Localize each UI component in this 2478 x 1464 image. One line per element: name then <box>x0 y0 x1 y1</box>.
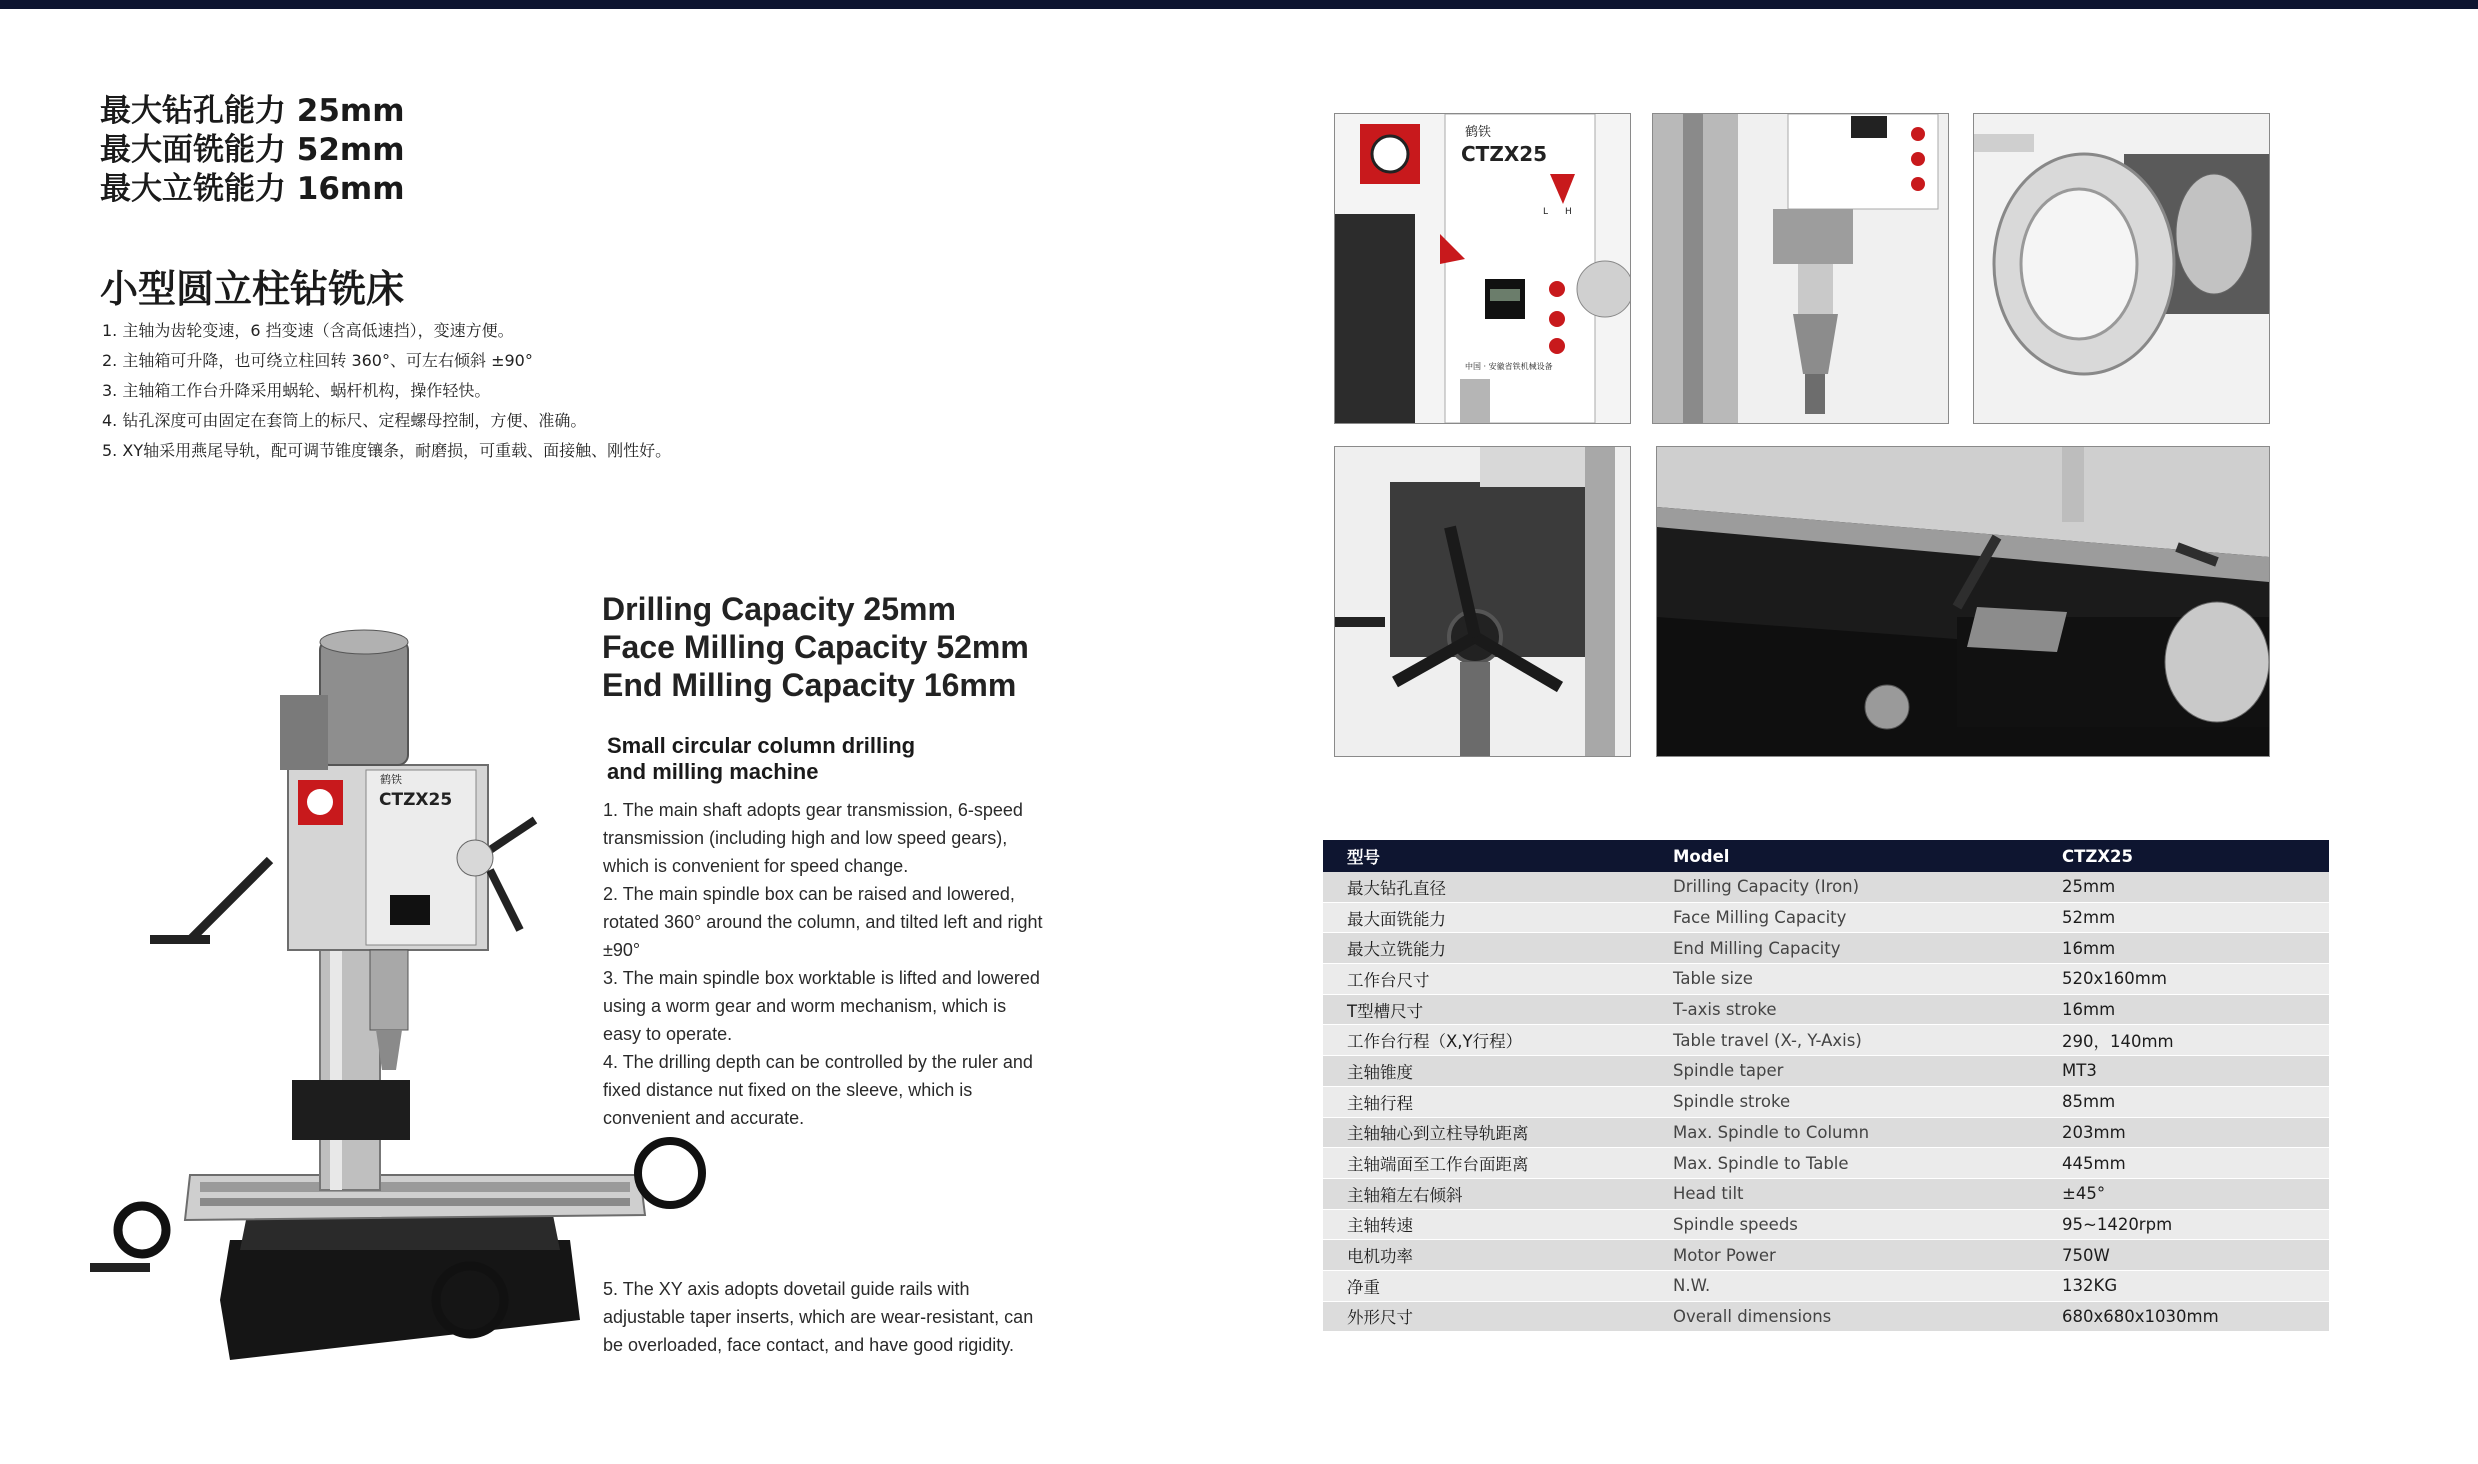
cn-capacity-end-milling: 最大立铣能力 16mm <box>100 171 405 207</box>
spec-header-en: Model <box>1649 840 2038 872</box>
spec-cell-value: 132KG <box>2038 1270 2329 1301</box>
table-row <box>1323 994 2329 1025</box>
table-row <box>1323 1240 2329 1271</box>
spec-cell-value: 85mm <box>2038 1086 2329 1117</box>
spec-cell-value: 290，140mm <box>2038 1025 2329 1056</box>
table-row <box>1323 1209 2329 1240</box>
panel-label-l: L <box>1543 207 1549 217</box>
en-capacity-end-milling: End Milling Capacity 16mm <box>602 667 1017 703</box>
spec-cell-en: Face Milling Capacity <box>1649 902 2038 933</box>
spec-cell-value: MT3 <box>2038 1056 2329 1087</box>
en-title-line: and milling machine <box>607 759 819 784</box>
spec-header-cn: 型号 <box>1323 840 1649 872</box>
handwheel-dial-photo <box>1973 113 2270 424</box>
table-row <box>1323 902 2329 933</box>
en-feature-item: 4. The drilling depth can be controlled by the ruler and fixed distance nut fixed on the sleeve, which is convenient and accurate. <box>603 1052 1033 1128</box>
spec-cell-value: 16mm <box>2038 994 2329 1025</box>
spec-cell-value: 203mm <box>2038 1117 2329 1148</box>
spec-cell-cn: 最大钻孔直径 <box>1323 872 1649 902</box>
en-feature-item: 5. The XY axis adopts dovetail guide rails with adjustable taper inserts, which are wear-resistant, can be overloaded, face contact, and have good rigidity. <box>603 1279 1034 1355</box>
spec-table <box>1323 840 2329 1332</box>
spec-cell-value: ±45° <box>2038 1178 2329 1209</box>
spec-cell-cn: 电机功率 <box>1323 1240 1649 1271</box>
en-feature-item: 1. The main shaft adopts gear transmission, 6-speed transmission (including high and low speed gears), which is convenient for speed change. <box>603 800 1023 876</box>
spec-cell-en: Max. Spindle to Column <box>1649 1117 2038 1148</box>
spec-cell-en: Table size <box>1649 964 2038 995</box>
spec-cell-value: 52mm <box>2038 902 2329 933</box>
cn-feature-item: 1. 主轴为齿轮变速，6 挡变速（含高低速挡），变速方便。 <box>102 321 514 340</box>
spec-header-model: CTZX25 <box>2038 840 2329 872</box>
spec-cell-en: Overall dimensions <box>1649 1301 2038 1332</box>
panel-logo-label: 鹤铁 <box>1465 125 1492 140</box>
table-row <box>1323 1056 2329 1087</box>
en-capacity-list <box>602 590 1029 704</box>
table-row <box>1323 1301 2329 1332</box>
table-row <box>1323 1270 2329 1301</box>
table-row <box>1323 1178 2329 1209</box>
cn-feature-item: 2. 主轴箱可升降，也可绕立柱回转 360°、可左右倾斜 ±90° <box>102 351 533 370</box>
en-capacity-drilling: Drilling Capacity 25mm <box>602 591 956 627</box>
panel-label-h: H <box>1565 207 1572 217</box>
cn-feature-item: 5. XY轴采用燕尾导轨，配可调节锥度镶条，耐磨损，可重载、面接触、刚性好。 <box>102 441 672 460</box>
en-feature-item: 3. The main spindle box worktable is lifted and lowered using a worm gear and worm mechanism, which is easy to operate. <box>603 968 1040 1044</box>
table-row <box>1323 1148 2329 1179</box>
en-feature-list-continued <box>603 1275 1043 1359</box>
table-row <box>1323 872 2329 902</box>
spec-cell-en: Head tilt <box>1649 1178 2038 1209</box>
spec-cell-value: 445mm <box>2038 1148 2329 1179</box>
spec-cell-value: 680x680x1030mm <box>2038 1301 2329 1332</box>
table-row <box>1323 1117 2329 1148</box>
en-feature-list <box>603 796 1043 1132</box>
spec-cell-en: Spindle stroke <box>1649 1086 2038 1117</box>
cn-capacity-list <box>100 92 405 209</box>
table-row <box>1323 1086 2329 1117</box>
spec-cell-cn: 工作台行程（X,Y行程） <box>1323 1025 1649 1056</box>
spec-cell-en: Spindle speeds <box>1649 1209 2038 1240</box>
spec-cell-cn: 主轴锥度 <box>1323 1056 1649 1087</box>
top-accent-bar <box>0 0 2478 9</box>
spec-header-row <box>1323 840 2329 872</box>
panel-footer: 中国 · 安徽省铁机械设备 <box>1465 362 1553 371</box>
spec-cell-cn: 主轴转速 <box>1323 1209 1649 1240</box>
spec-cell-cn: 主轴箱左右倾斜 <box>1323 1178 1649 1209</box>
en-capacity-face-milling: Face Milling Capacity 52mm <box>602 629 1029 665</box>
cn-feature-item: 4. 钻孔深度可由固定在套筒上的标尺、定程螺母控制，方便、准确。 <box>102 411 587 430</box>
cn-capacity-drilling: 最大钻孔能力 25mm <box>100 93 405 129</box>
cn-feature-list <box>102 316 671 466</box>
worm-gear-photo <box>1334 446 1631 757</box>
spec-cell-cn: 主轴端面至工作台面距离 <box>1323 1148 1649 1179</box>
spec-cell-cn: 最大立铣能力 <box>1323 933 1649 964</box>
spec-cell-value: 25mm <box>2038 872 2329 902</box>
spec-cell-value: 520x160mm <box>2038 964 2329 995</box>
spec-cell-en: N.W. <box>1649 1270 2038 1301</box>
spec-cell-cn: 主轴轴心到立柱导轨距离 <box>1323 1117 1649 1148</box>
spec-cell-cn: 外形尺寸 <box>1323 1301 1649 1332</box>
en-title-line: Small circular column drilling <box>607 733 916 758</box>
spec-cell-en: Motor Power <box>1649 1240 2038 1271</box>
cn-capacity-face-milling: 最大面铣能力 52mm <box>100 132 405 168</box>
spec-cell-en: Table travel (X-, Y-Axis) <box>1649 1025 2038 1056</box>
control-panel-photo <box>1334 113 1631 424</box>
spec-cell-value: 750W <box>2038 1240 2329 1271</box>
cn-feature-item: 3. 主轴箱工作台升降采用蜗轮、蜗杆机构，操作轻快。 <box>102 381 491 400</box>
xy-table-photo <box>1656 446 2270 757</box>
spec-cell-en: Max. Spindle to Table <box>1649 1148 2038 1179</box>
spec-cell-cn: T型槽尺寸 <box>1323 994 1649 1025</box>
spec-cell-value: 95~1420rpm <box>2038 1209 2329 1240</box>
machine-logo-label: 鹤铁 <box>380 773 402 786</box>
spec-cell-cn: 最大面铣能力 <box>1323 902 1649 933</box>
panel-model-label: CTZX25 <box>1461 142 1548 166</box>
spec-cell-en: End Milling Capacity <box>1649 933 2038 964</box>
table-row <box>1323 964 2329 995</box>
spindle-chuck-photo <box>1652 113 1949 424</box>
machine-model-label: CTZX25 <box>379 790 453 810</box>
cn-product-title: 小型圆立柱钻铣床 <box>100 267 405 311</box>
spec-cell-cn: 主轴行程 <box>1323 1086 1649 1117</box>
table-row <box>1323 933 2329 964</box>
spec-cell-en: T-axis stroke <box>1649 994 2038 1025</box>
table-row <box>1323 1025 2329 1056</box>
spec-cell-value: 16mm <box>2038 933 2329 964</box>
en-product-title <box>607 733 915 785</box>
spec-cell-cn: 净重 <box>1323 1270 1649 1301</box>
spec-cell-cn: 工作台尺寸 <box>1323 964 1649 995</box>
spec-cell-en: Spindle taper <box>1649 1056 2038 1087</box>
en-feature-item: 2. The main spindle box can be raised and lowered, rotated 360° around the column, and tilted left and right ±90° <box>603 884 1043 960</box>
spec-cell-en: Drilling Capacity (Iron) <box>1649 872 2038 902</box>
